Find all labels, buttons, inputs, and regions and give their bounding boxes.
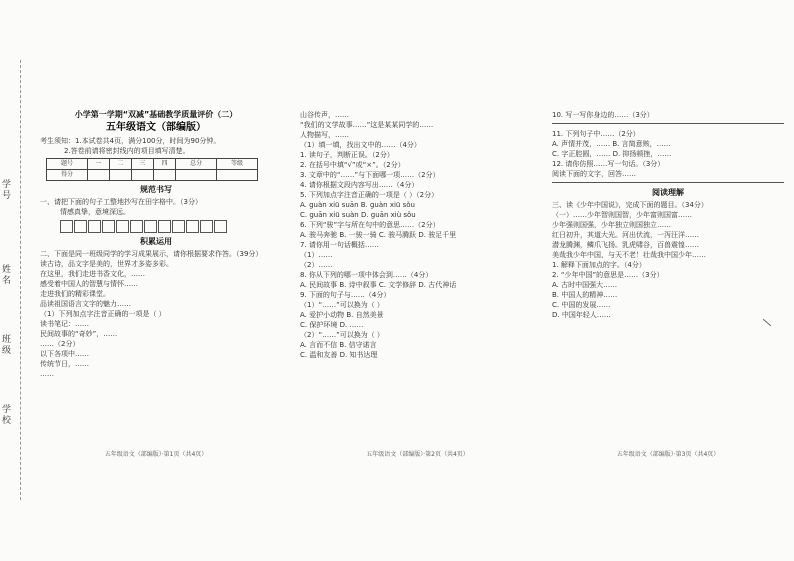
question-line: （1）填一填，找出文中的……（4分） xyxy=(300,141,421,149)
score-header: 总分 xyxy=(176,159,217,170)
passage-line: 美哉我少年中国，与天不老！壮哉我中国少年…… xyxy=(552,251,706,259)
passage-line: （一）……少年智则国智，少年富则国富…… xyxy=(552,211,692,219)
option-line: C. 中国的发展…… xyxy=(552,301,611,309)
question-line: 4. 请你根据文段内容写出……（4分） xyxy=(300,181,419,189)
passage-line: 民间故事的“奇妙”，…… xyxy=(40,330,118,338)
passage-line: 在这里，我们走进书香文化，…… xyxy=(40,270,145,278)
question-line: （1）“……”可以换为（ ） xyxy=(300,301,384,309)
side-label-student-id: 学号 xyxy=(2,180,12,201)
question-line: 9. 下面的句子与……（4分） xyxy=(300,291,391,299)
passage-line: 传统节日，…… xyxy=(40,360,89,368)
side-label-school: 学校 xyxy=(2,405,12,426)
question-line: 12. 请你仿照……写一句话。（3分） xyxy=(552,160,665,168)
question-2: 二、下面是同一班级同学的学习成果展示，请你根据要求作答。（39分） xyxy=(40,250,263,258)
score-cell[interactable] xyxy=(176,170,217,181)
question-line: 11. 下列句子中……（2分） xyxy=(552,130,640,138)
score-cell[interactable] xyxy=(217,170,258,181)
exam-note: 2.答卷前请将密封线内的项目填写清楚。 xyxy=(64,147,190,155)
score-header: 三 xyxy=(132,159,154,170)
page-footer: 五年级语文（部编版）·第3页（共4页） xyxy=(616,451,720,458)
question-1: 一、请把下面的句子工整地抄写在田字格中。（3分） xyxy=(40,198,202,206)
score-header: 四 xyxy=(154,159,176,170)
passage-line: 品读祖国语言文字的魅力…… xyxy=(40,300,131,308)
page-footer: 五年级语文（部编版）·第2页（共4页） xyxy=(366,451,469,458)
passage-line: ……（2分） xyxy=(40,340,80,348)
question-line: 人物描写，…… xyxy=(300,131,349,139)
passage-line: 读书笔记：…… xyxy=(40,320,89,328)
question-line: 10. 写一写你身边的……（3分） xyxy=(552,111,654,119)
passage-line: 少年强则国强，少年独立则国独立…… xyxy=(552,221,671,229)
question-line: 1. 读句子，判断正误。（2分） xyxy=(300,151,394,159)
passage-line: 潜龙腾渊，鳞爪飞扬。乳虎啸谷，百兽震惶…… xyxy=(552,241,699,249)
question-line: 2. 在括号中填“√”或“×”。（2分） xyxy=(300,161,405,169)
option-line: A. guàn xiū suān B. guàn xiū sǒu xyxy=(300,201,415,209)
question-line: （2）…… xyxy=(300,261,333,269)
option-line: A. 声情并茂，…… B. 言简意赅，…… xyxy=(552,140,671,148)
score-header: 等级 xyxy=(217,159,258,170)
score-cell[interactable] xyxy=(87,170,109,181)
exam-title: 小学第一学期“双减”基础教学质量评价（二） xyxy=(74,110,238,119)
question-3: 三、读《少年中国说》，完成下面的题目。（34分） xyxy=(552,201,708,209)
score-cell[interactable] xyxy=(109,170,131,181)
section-heading: 阅读理解 xyxy=(652,188,684,197)
side-label-name: 姓名 xyxy=(2,265,12,286)
option-line: C. 温和友善 D. 知书达理 xyxy=(300,351,378,359)
score-table xyxy=(46,158,258,181)
passage-line: 读古诗，品文字是美的，世界才多姿多彩。 xyxy=(40,260,173,268)
option-line: A. 民间故事 B. 诗中叙事 C. 文学修辞 D. 古代神话 xyxy=(300,281,457,289)
section-heading: 积累运用 xyxy=(140,237,172,246)
page-footer: 五年级语文（部编版）·第1页（共4页） xyxy=(104,451,208,458)
score-row-label: 得分 xyxy=(47,170,88,181)
answer-line[interactable] xyxy=(552,123,784,124)
question-line: 2. “少年中国”的意思是……（3分） xyxy=(552,271,664,279)
option-line: A. 言而不信 B. 信守诺言 xyxy=(300,341,377,349)
score-header: 题号 xyxy=(47,159,88,170)
passage-line: …… xyxy=(40,370,54,378)
score-header: 一 xyxy=(87,159,109,170)
question-line: （1）…… xyxy=(300,251,333,259)
option-line: B. 中国人的精神…… xyxy=(552,291,618,299)
option-line: D. 中国年轻人…… xyxy=(552,311,611,319)
option-line: A. 爱护小动物 B. 自然美景 xyxy=(300,311,384,319)
question-line: “我们的文学故事……”这是某某同学的…… xyxy=(300,121,434,129)
writing-grid[interactable] xyxy=(60,220,272,233)
passage-line: （1）下列加点字注音正确的一项是（ ） xyxy=(40,310,166,318)
question-line: 山谷传声，…… xyxy=(300,111,349,119)
binding-margin xyxy=(0,60,28,500)
option-line: C. 保护环境 D. …… xyxy=(300,321,364,329)
score-cell[interactable] xyxy=(154,170,176,181)
passage-line: 红日初升，其道大光。河出伏流，一泻汪洋…… xyxy=(552,231,699,239)
question-line: 5. 下列加点字注音正确的一项是（ ）（2分） xyxy=(300,191,439,199)
exam-note: 考生须知：1.本试卷共4页，满分100分，时间为90分钟。 xyxy=(40,137,221,145)
score-header: 二 xyxy=(109,159,131,170)
copy-text: 情感真挚，意境深远。 xyxy=(60,208,130,216)
passage-line: 走进我们的精彩课堂。 xyxy=(40,290,110,298)
question-line: 7. 请你用一句话概括…… xyxy=(300,241,379,249)
passage-line: 感受着中国人的智慧与情怀…… xyxy=(40,280,138,288)
exam-page-3 xyxy=(552,110,784,460)
question-line: 6. 下列“骏”字与所在句中的意思……（2分） xyxy=(300,221,440,229)
question-line: 8. 你从下列的哪一项中体会到……（4分） xyxy=(300,271,433,279)
option-line: A. 古时中国强大…… xyxy=(552,281,618,289)
score-cell[interactable] xyxy=(132,170,154,181)
question-line: 阅读下面的文字，回答…… xyxy=(552,170,636,178)
option-line: C. guān xiū suàn D. guān xiù sǒu xyxy=(300,211,416,219)
question-line: 3. 文章中的“……”与下面哪一项……（2分） xyxy=(300,171,440,179)
exam-page-2 xyxy=(300,110,535,460)
question-line: 1. 解释下面加点的字。（4分） xyxy=(552,261,646,269)
option-line: A. 骏马奔驰 B. 一骏一骑 C. 骏马腾跃 D. 骏足千里 xyxy=(300,231,457,239)
side-label-class: 班级 xyxy=(2,335,12,356)
exam-page-1 xyxy=(40,110,272,460)
exam-subtitle: 五年级语文（部编版） xyxy=(106,122,206,133)
seal-line xyxy=(20,60,21,500)
section-heading: 规范书写 xyxy=(140,185,172,194)
passage-line: 以下各项中…… xyxy=(40,350,89,358)
question-line: （2）“……”可以换为（ ） xyxy=(300,331,384,339)
answer-line[interactable] xyxy=(552,182,784,183)
option-line: C. 字正腔圆，…… D. 抑扬顿挫，…… xyxy=(552,150,672,158)
